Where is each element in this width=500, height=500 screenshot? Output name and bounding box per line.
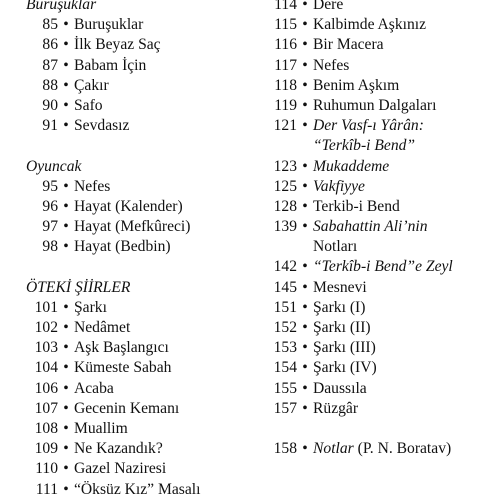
entry-title: Vakfiyye [313, 177, 365, 195]
entry-title: Terkib-i Bend [313, 197, 400, 215]
page-number: 139 [273, 218, 297, 236]
bullet-separator: • [302, 339, 308, 357]
toc-entry [269, 217, 497, 237]
page-number: 119 [274, 96, 297, 114]
toc-entry [26, 419, 246, 439]
bullet-separator: • [302, 36, 308, 54]
entry-title: Bir Macera [313, 36, 384, 54]
toc-entry [26, 197, 246, 217]
entry-title: Ruhumun Dalgaları [313, 96, 437, 114]
entry-title: Benim Aşkım [313, 76, 400, 94]
toc-entry [269, 338, 497, 358]
page-number: 115 [274, 16, 297, 34]
page-number: 142 [273, 258, 297, 276]
toc-entry [269, 56, 497, 76]
toc-entry [269, 278, 497, 298]
toc-entry [269, 358, 497, 378]
toc-entry [26, 177, 246, 197]
page-number: 95 [42, 177, 58, 195]
bullet-separator: • [63, 460, 69, 478]
toc-entry [26, 35, 246, 55]
toc-entry [26, 318, 246, 338]
bullet-separator: • [302, 117, 308, 135]
toc-right-column [269, 0, 497, 459]
page-number: 101 [34, 298, 58, 316]
entry-title: Notlar [313, 440, 354, 458]
bullet-separator: • [302, 218, 308, 236]
toc-entry [269, 399, 497, 419]
entry-title: Hayat (Bedbin) [74, 238, 171, 256]
page-number: 152 [273, 319, 297, 336]
bullet-separator: • [302, 0, 308, 13]
bullet-separator: • [302, 76, 308, 94]
bullet-separator: • [63, 117, 69, 135]
page-number: 96 [42, 197, 58, 215]
page-number: 87 [42, 56, 58, 74]
page-number: 86 [42, 36, 58, 54]
entry-title: Gecenin Kemanı [74, 399, 180, 417]
entry-title: Gazel Naziresi [74, 460, 167, 478]
page-number: 114 [274, 0, 297, 13]
toc-entry [269, 379, 497, 399]
page-number: 91 [42, 117, 58, 135]
entry-title: Mukaddeme [313, 157, 390, 175]
entry-title: Hayat (Kalender) [74, 197, 183, 215]
bullet-separator: • [302, 157, 308, 175]
toc-entry [26, 237, 246, 257]
toc-entry [26, 480, 246, 500]
page-number: 121 [273, 117, 297, 135]
bullet-separator: • [63, 96, 69, 114]
entry-title: Şarkı (I) [313, 298, 366, 316]
bullet-separator: • [63, 440, 69, 458]
bullet-separator: • [63, 419, 69, 437]
bullet-separator: • [302, 298, 308, 316]
toc-entry [26, 56, 246, 76]
bullet-separator: • [63, 339, 69, 357]
page-number: 110 [35, 460, 58, 478]
page-number: 118 [274, 76, 297, 94]
bullet-separator: • [63, 319, 69, 336]
toc-entry [269, 35, 497, 55]
bullet-separator: • [302, 258, 308, 276]
page-number: 151 [273, 298, 297, 316]
bullet-separator: • [63, 480, 69, 498]
entry-title: Nefes [74, 177, 111, 195]
bullet-separator: • [302, 399, 308, 417]
toc-entry-continuation [269, 136, 497, 156]
entry-suffix: (P. N. Boratav) [353, 440, 452, 458]
entry-title: Mesnevi [313, 278, 367, 296]
page-number: 125 [273, 177, 297, 195]
page-number: 145 [273, 278, 297, 296]
page-number: 85 [42, 16, 58, 34]
page-number: 153 [273, 339, 297, 357]
page-number: 104 [34, 359, 58, 377]
bullet-separator: • [63, 197, 69, 215]
bullet-separator: • [302, 379, 308, 397]
entry-title: Kümeste Sabah [74, 359, 172, 377]
entry-title: “Terkîb-i Bend” [313, 137, 416, 155]
bullet-separator: • [63, 36, 69, 54]
toc-entry [26, 76, 246, 96]
bullet-separator: • [63, 379, 69, 397]
entry-title: Dere [313, 0, 344, 13]
toc-entry [269, 0, 497, 15]
page-number: 106 [34, 379, 58, 397]
toc-entry [269, 157, 497, 177]
page-number: 109 [34, 440, 58, 458]
entry-title: Muallim [74, 419, 128, 437]
page-number: 107 [34, 399, 58, 417]
bullet-separator: • [302, 56, 308, 74]
entry-title: Şarkı (II) [313, 319, 371, 336]
toc-entry [269, 96, 497, 116]
toc-entry [26, 15, 246, 35]
toc-entry-continuation [269, 237, 497, 257]
entry-title: Babam İçin [74, 56, 147, 74]
entry-title: Notları [313, 238, 358, 256]
page-number: 111 [35, 480, 58, 498]
bullet-separator: • [63, 56, 69, 74]
entry-title: Şarkı [74, 298, 107, 316]
entry-title: Sabahattin Ali’nin [313, 218, 428, 236]
page-number: 97 [42, 218, 58, 236]
page-number: 90 [42, 96, 58, 114]
toc-entry [269, 318, 497, 338]
page-number: 158 [273, 440, 297, 458]
entry-title: Acaba [74, 379, 114, 397]
page-number: 88 [42, 76, 58, 94]
toc-entry [269, 177, 497, 197]
page-number: 117 [274, 56, 297, 74]
bullet-separator: • [302, 278, 308, 296]
bullet-separator: • [302, 440, 308, 458]
toc-entry [26, 338, 246, 358]
bullet-separator: • [63, 298, 69, 316]
toc-entry [26, 439, 246, 459]
bullet-separator: • [63, 218, 69, 236]
entry-title: Safo [74, 96, 103, 114]
toc-entry [26, 358, 246, 378]
bullet-separator: • [302, 177, 308, 195]
bullet-separator: • [63, 177, 69, 195]
toc-entry [269, 257, 497, 277]
entry-title: Rüzgâr [313, 399, 359, 417]
page-number: 154 [273, 359, 297, 377]
entry-title: Ne Kazandık? [74, 440, 163, 458]
bullet-separator: • [302, 319, 308, 336]
bullet-separator: • [63, 16, 69, 34]
entry-title: Şarkı (IV) [313, 359, 377, 377]
toc-entry [26, 379, 246, 399]
toc-entry [269, 439, 497, 459]
entry-title: Kalbimde Aşkınız [313, 16, 427, 34]
entry-title: “Öksüz Kız” Masalı [74, 480, 201, 498]
page-number: 116 [274, 36, 297, 54]
entry-title: Nefes [313, 56, 350, 74]
toc-entry [26, 96, 246, 116]
section-heading: Buruşuklar [26, 0, 97, 13]
toc-entry [269, 15, 497, 35]
toc-entry [26, 298, 246, 318]
page-number: 108 [34, 419, 58, 437]
entry-title: İlk Beyaz Saç [74, 36, 161, 54]
page-number: 102 [34, 319, 58, 336]
entry-title: Nedâmet [74, 319, 131, 336]
toc-left-column [26, 0, 246, 500]
toc-entry [26, 116, 246, 136]
entry-title: “Terkîb-i Bend”e Zeyl [313, 258, 453, 276]
bullet-separator: • [302, 197, 308, 215]
bullet-separator: • [63, 399, 69, 417]
entry-title: Hayat (Mefkûreci) [74, 218, 191, 236]
entry-title: Çakır [74, 76, 109, 94]
toc-entry [26, 459, 246, 479]
section-gap [26, 136, 246, 156]
entry-title: Sevdasız [74, 117, 130, 135]
section-gap [26, 257, 246, 277]
toc-entry [26, 217, 246, 237]
section-heading: ÖTEKİ ŞİİRLER [26, 278, 131, 296]
page-number: 123 [273, 157, 297, 175]
entry-title: Aşk Başlangıcı [74, 339, 169, 357]
entry-title: Şarkı (III) [313, 339, 376, 357]
bullet-separator: • [302, 16, 308, 34]
page-number: 103 [34, 339, 58, 357]
bullet-separator: • [63, 76, 69, 94]
section-gap [269, 419, 497, 439]
bullet-separator: • [302, 359, 308, 377]
bullet-separator: • [63, 359, 69, 377]
page-number: 98 [42, 238, 58, 256]
toc-entry [269, 116, 497, 136]
toc-entry [26, 399, 246, 419]
entry-title: Daussıla [313, 379, 367, 397]
bullet-separator: • [63, 238, 69, 256]
toc-entry [269, 197, 497, 217]
entry-title: Buruşuklar [74, 16, 144, 34]
section-heading: Oyuncak [26, 157, 82, 175]
page-number: 128 [273, 197, 297, 215]
toc-entry [269, 76, 497, 96]
entry-title: Der Vasf-ı Yârân: [313, 117, 424, 135]
bullet-separator: • [302, 96, 308, 114]
toc-entry [269, 298, 497, 318]
page-number: 155 [273, 379, 297, 397]
page-number: 157 [273, 399, 297, 417]
